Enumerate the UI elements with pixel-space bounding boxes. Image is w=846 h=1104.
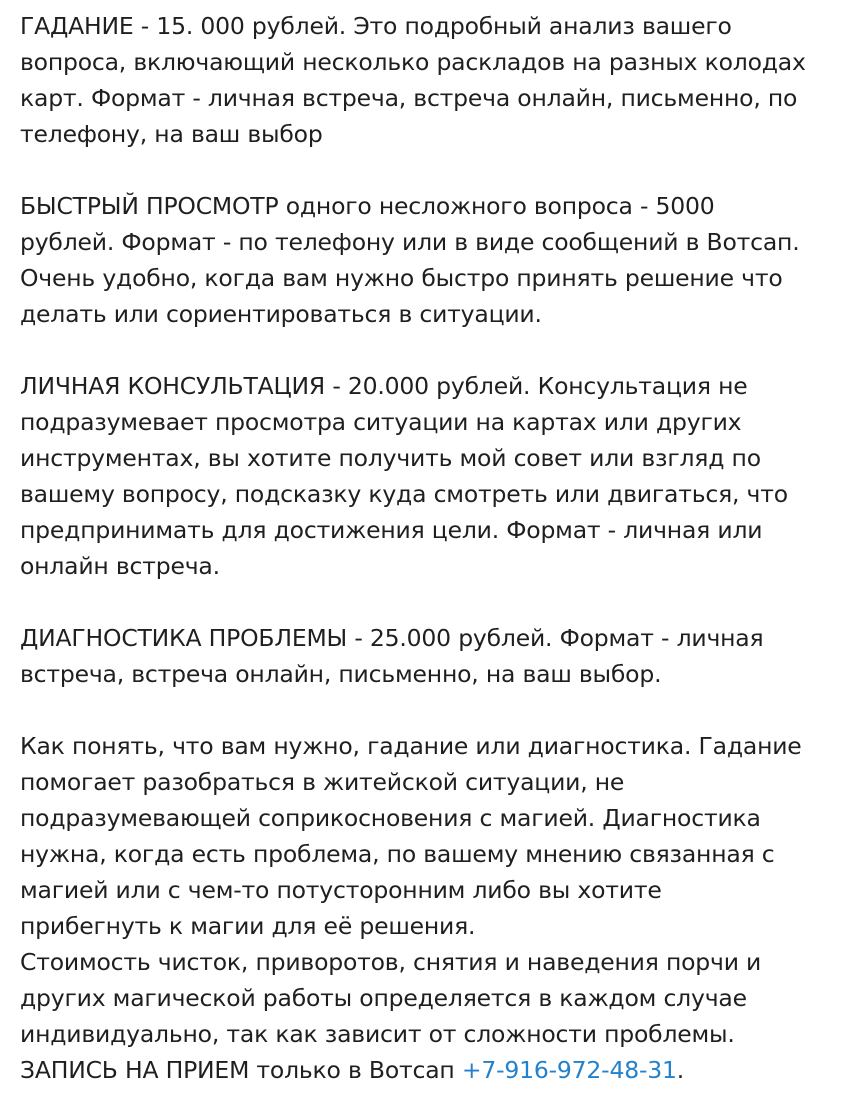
paragraph-gap — [20, 692, 838, 728]
service-divination: ГАДАНИЕ - 15. 000 рублей. Это подробный анализ вашего вопроса, включающий несколько раскладов на разных колодах карт. Формат - личная встреча, встреча онлайн, письменно, по телефону, на ваш выбор — [20, 12, 806, 148]
phone-link[interactable]: +7-916-972-48-31 — [461, 1056, 677, 1084]
paragraph-gap — [20, 584, 838, 620]
service-consultation: ЛИЧНАЯ КОНСУЛЬТАЦИЯ - 20.000 рублей. Консультация не подразумевает просмотра ситуации на картах или других инструментах, вы хотите получить мой совет или взгляд по вашему вопросу, подсказку куда смотреть или двигаться, что предпринимать для достижения цели. Формат - личная или онлайн встреча. — [20, 372, 788, 580]
paragraph-gap — [20, 152, 838, 188]
service-quick-view: БЫСТРЫЙ ПРОСМОТР одного несложного вопроса - 5000 рублей. Формат - по телефону или в виде сообщений в Вотсап. Очень удобно, когда вам нужно быстро принять решение что делать или сориентироваться в ситуации. — [20, 192, 800, 328]
booking-line — [20, 1052, 838, 1088]
booking-prefix: ЗАПИСЬ НА ПРИЕМ только в Вотсап — [20, 1056, 462, 1084]
message-body — [20, 8, 838, 1088]
service-diagnostics: ДИАГНОСТИКА ПРОБЛЕМЫ - 25.000 рублей. Формат - личная встреча, встреча онлайн, письменно, на ваш выбор. — [20, 624, 764, 688]
paragraph-gap — [20, 332, 838, 368]
booking-suffix: . — [676, 1056, 685, 1084]
explanation-text: Как понять, что вам нужно, гадание или диагностика. Гадание помогает разобраться в житейской ситуации, не подразумевающей соприкосновения с магией. Диагностика нужна, когда есть проблема, по вашему мнению связанная с магией или с чем-то потусторонним либо вы хотите прибегнуть к магии для её решения. Стоимость чисток, приворотов, снятия и наведения порчи и других магической работы определяется в каждом случае индивидуально, так как зависит от сложности проблемы. — [20, 732, 802, 1048]
